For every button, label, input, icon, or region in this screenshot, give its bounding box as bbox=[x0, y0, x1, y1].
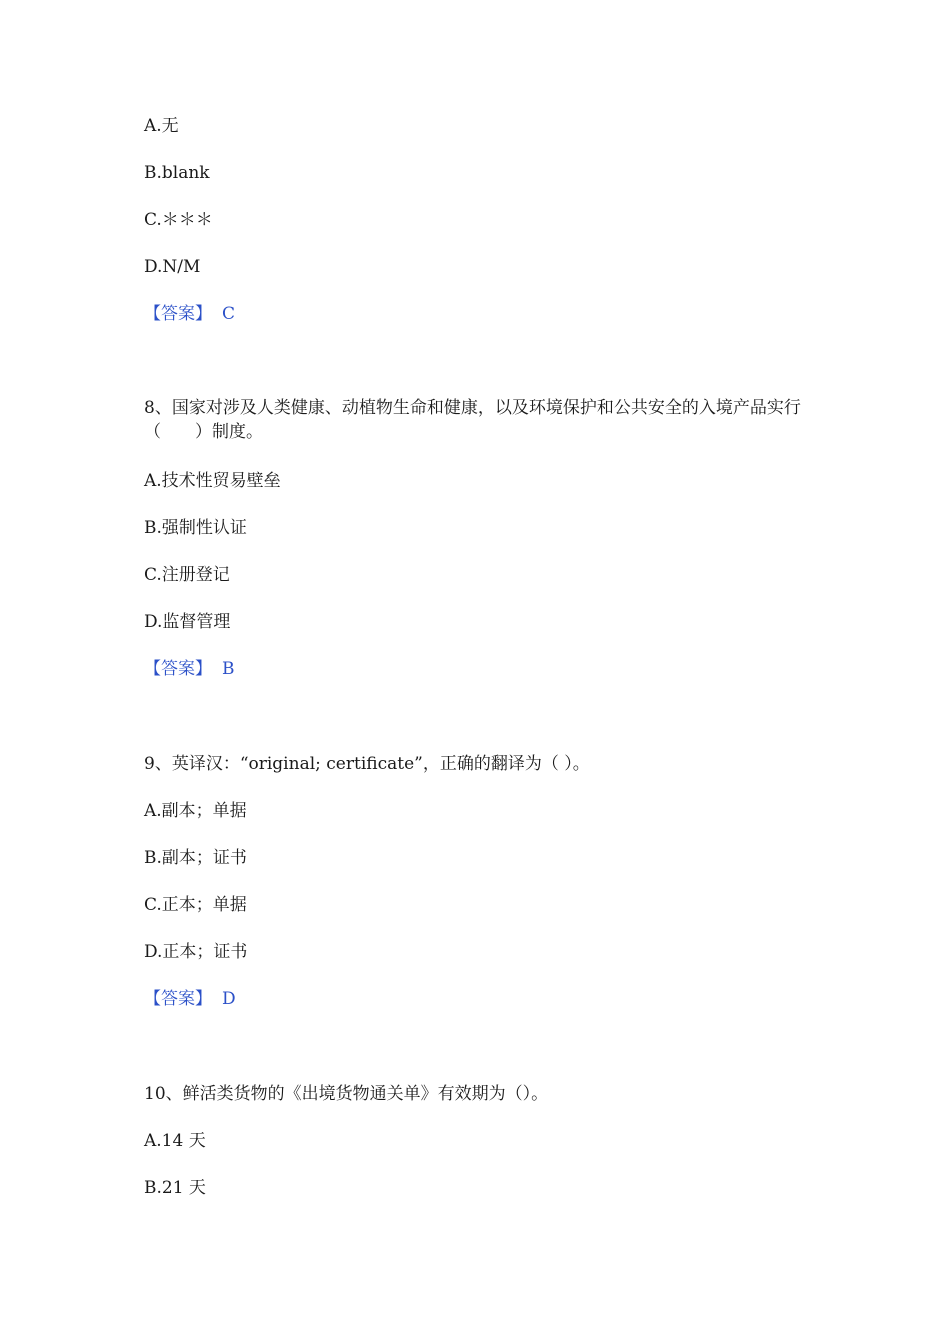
q9-question: 9、英译汉：“original; certificate”，正确的翻译为（ ）。 bbox=[144, 754, 590, 774]
q10-question: 10、鲜活类货物的《出境货物通关单》有效期为（）。 bbox=[144, 1084, 549, 1104]
answer-label: 【答案】 bbox=[144, 304, 212, 324]
q9-option-c: C.正本；单据 bbox=[144, 895, 247, 915]
q9-answer bbox=[144, 987, 236, 1011]
q7-option-d: D.N/M bbox=[144, 257, 201, 277]
q10-option-b: B.21 天 bbox=[144, 1178, 206, 1198]
q8-answer bbox=[144, 657, 235, 681]
q7-option-b: B.blank bbox=[144, 163, 210, 183]
q8-option-d: D.监督管理 bbox=[144, 612, 231, 632]
answer-label: 【答案】 bbox=[144, 659, 212, 679]
q9-option-d: D.正本；证书 bbox=[144, 942, 248, 962]
q8-option-a: A.技术性贸易壁垒 bbox=[144, 471, 281, 491]
q9-option-b: B.副本；证书 bbox=[144, 848, 247, 868]
answer-value: C bbox=[222, 304, 236, 324]
q7-answer bbox=[144, 302, 235, 326]
q8-question: 8、国家对涉及人类健康、动植物生命和健康，以及环境保护和公共安全的入境产品实行（ ）制度。 bbox=[144, 398, 801, 442]
q8-option-c: C.注册登记 bbox=[144, 565, 230, 585]
q7-option-a: A.无 bbox=[144, 116, 179, 136]
q8-option-b: B.强制性认证 bbox=[144, 518, 247, 538]
q7-option-c: C.＊＊＊ bbox=[144, 210, 213, 230]
q10-option-a: A.14 天 bbox=[144, 1131, 206, 1151]
q9-option-a: A.副本；单据 bbox=[144, 801, 247, 821]
answer-label: 【答案】 bbox=[144, 989, 212, 1009]
answer-value: B bbox=[222, 659, 235, 679]
answer-value: D bbox=[222, 989, 236, 1009]
